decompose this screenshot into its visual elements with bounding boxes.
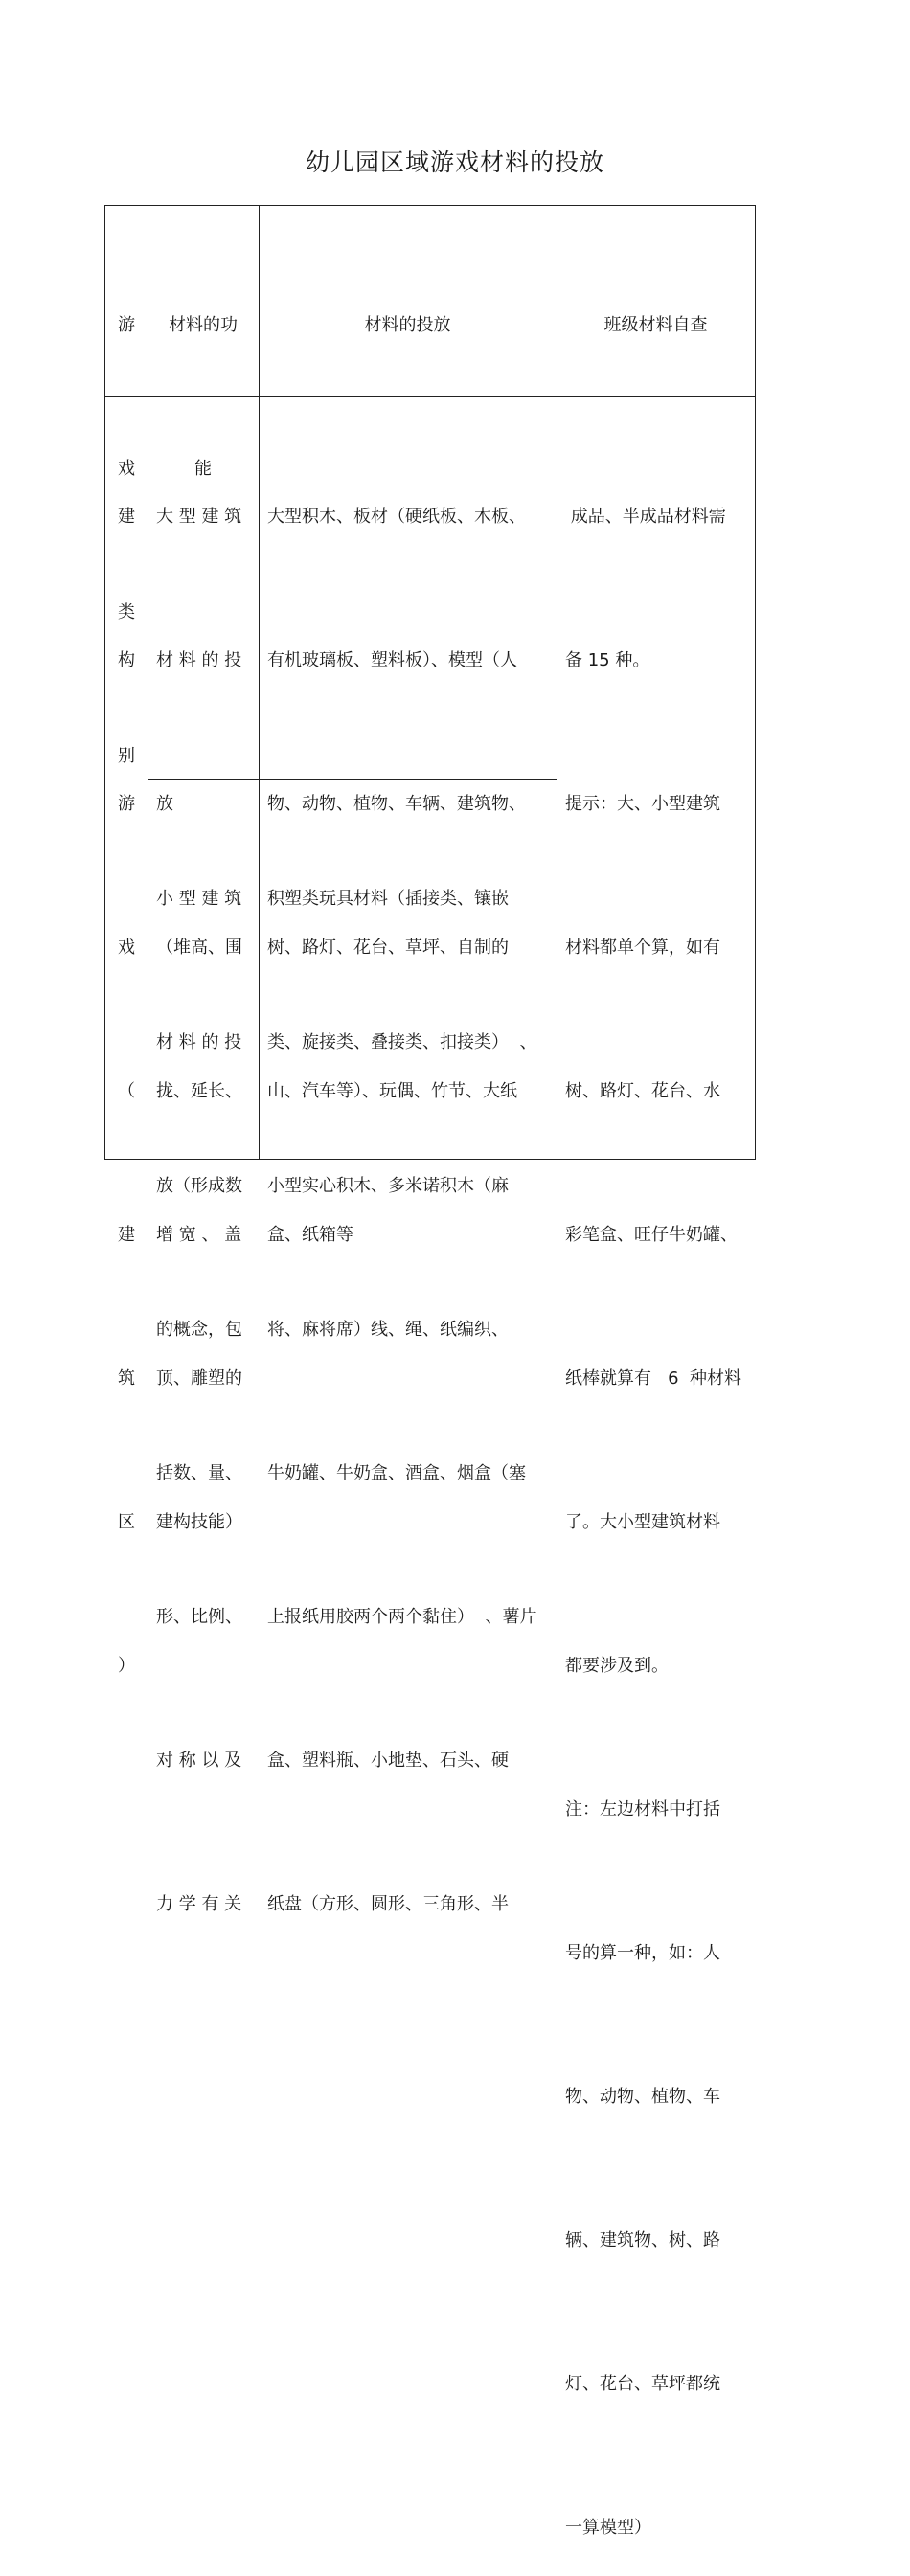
large-function-line: （堆高、围 [156,938,242,958]
small-function-line: 形、比例、 [156,1607,242,1627]
category-char: 建 [118,507,135,527]
header-self-check-label: 班级材料自查 [603,315,708,335]
small-function-line: 放（形成数 [156,1176,242,1196]
document-title: 幼儿园区域游戏材料的投放 [305,148,604,176]
header-placement-label: 材料的投放 [364,315,451,335]
small-placement-line: 盒、塑料瓶、小地垫、石头、硬 [267,1751,509,1771]
self-check-line: 号的算一种，如：人 [565,1943,720,1963]
large-function-line: 顶、雕塑的 [156,1368,242,1389]
small-placement-line: 类、旋接类、叠接类、扣接类） 、 [267,1032,537,1052]
small-function-line: 的概念，包 [156,1320,242,1340]
large-placement-line: 有机玻璃板、塑料板）、模型（人 [267,650,517,670]
category-char: （ [118,1081,135,1101]
header-category-char: 别 [118,746,135,766]
header-function-line: 材料的功 [169,315,238,335]
header-category-char: 游 [118,315,135,335]
self-check-line: 注：左边材料中打括 [565,1799,720,1819]
large-placement-line: 大型积木、板材（硬纸板、木板、 [267,507,526,527]
small-function-line: 材 料 的 投 [156,1032,242,1052]
small-function-line: 括数、量、 [156,1463,242,1483]
small-function-cell [156,780,256,2024]
large-placement-line: 树、路灯、花台、草坪、自制的 [267,938,509,958]
small-function-line: 力 学 有 关 [156,1894,242,1914]
self-check-line: 一算模型） [565,2518,651,2538]
small-placement-cell [267,780,553,2024]
self-check-line: 备 15 种。 [565,650,650,670]
small-placement-line: 牛奶罐、牛奶盒、酒盒、烟盒（塞 [267,1463,526,1483]
self-check-line: 彩笔盒、旺仔牛奶罐、 [565,1225,738,1245]
category-char: 构 [118,650,135,670]
small-placement-line: 将、麻将席）线、绳、纸编织、 [267,1320,509,1340]
category-char: 游 [118,794,135,814]
self-check-line: 灯、花台、草坪都统 [565,2374,720,2394]
self-check-line: 了。大小型建筑材料 [565,1512,720,1532]
category-char: 区 [118,1512,135,1532]
self-check-line: 都要涉及到。 [565,1656,669,1676]
large-placement-line: 山、汽车等）、玩偶、竹节、大纸 [267,1081,517,1101]
materials-table [104,205,756,2538]
self-check-line: 纸棒就算有 6 种材料 [565,1368,742,1389]
category-char: 戏 [118,938,135,958]
small-function-line: 对 称 以 及 [156,1751,242,1771]
category-char: ） [118,1656,135,1676]
category-char: 筑 [118,1368,135,1389]
category-cell [105,397,148,1786]
small-placement-line: 上报纸用胶两个两个黏住） 、薯片 [267,1607,537,1627]
small-placement-line: 小型实心积木、多米诺积木（麻 [267,1176,509,1196]
large-function-line: 建构技能） [156,1512,242,1532]
large-function-line: 增 宽 、 盖 [156,1225,242,1245]
header-category-char: 类 [118,602,135,622]
header-function-line: 能 [194,459,212,479]
self-check-line: 物、动物、植物、车 [565,2087,720,2107]
self-check-line: 辆、建筑物、树、路 [565,2230,720,2250]
self-check-line: 树、路灯、花台、水 [565,1081,720,1101]
large-placement-line: 物、动物、植物、车辆、建筑物、 [267,794,526,814]
large-function-line: 放 [156,794,173,814]
large-function-line: 大 型 建 筑 [156,507,242,527]
small-function-line: 小 型 建 筑 [156,889,242,909]
small-placement-line: 纸盘（方形、圆形、三角形、半 [267,1894,509,1914]
large-function-line: 拢、延长、 [156,1081,242,1101]
small-placement-line: 积塑类玩具材料（插接类、镶嵌 [267,889,509,909]
self-check-line: 材料都单个算，如有 [565,938,720,958]
category-char: 建 [118,1225,135,1245]
header-category-char: 戏 [118,459,135,479]
self-check-line: 成品、半成品材料需 [565,507,726,527]
large-function-line: 材 料 的 投 [156,650,242,670]
self-check-line: 提示：大、小型建筑 [565,794,720,814]
self-check-cell [565,397,753,2576]
large-placement-line: 盒、纸箱等 [267,1225,353,1245]
